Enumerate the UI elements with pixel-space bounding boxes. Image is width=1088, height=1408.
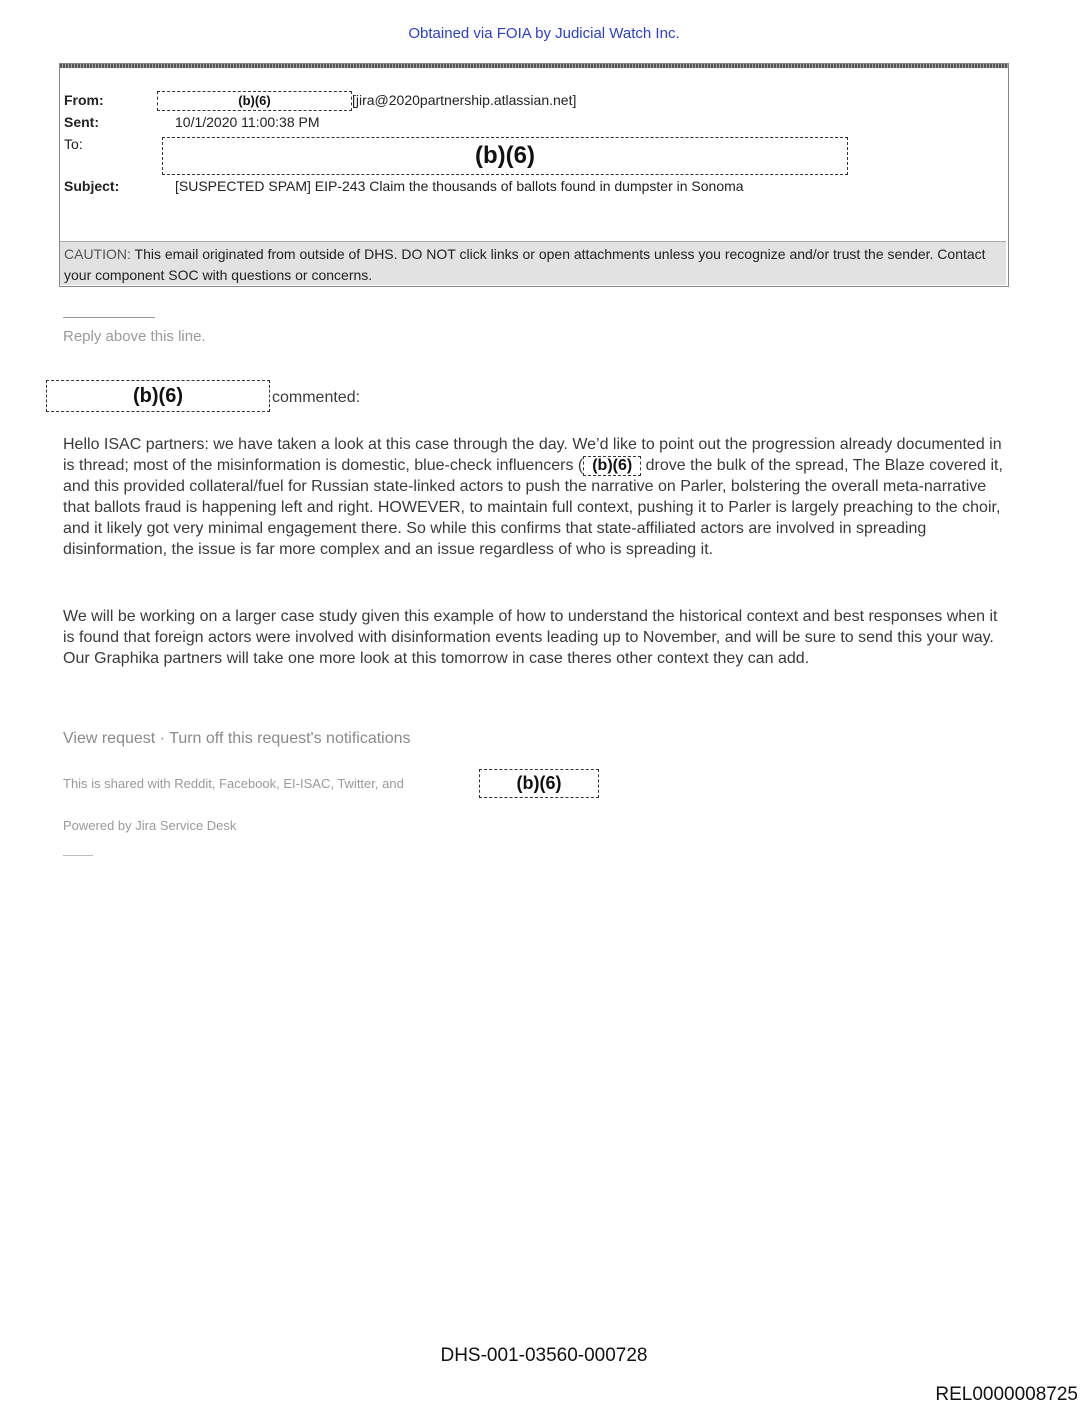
request-links[interactable]: View request · Turn off this request's notifications	[63, 730, 411, 747]
paragraph-2-text: We will be working on a larger case study given this example of how to understand the historical context and best responses when it is found that foreign actors were involved with disinformation events leading up to November, and will be sure to send this your way. Our Graphika partners will take one more look at this tomorrow in case theres other context they can add.	[63, 608, 998, 667]
caution-banner	[60, 241, 1006, 285]
commenter-redaction-box: (b)(6)	[46, 380, 270, 412]
subject-value: [SUSPECTED SPAM] EIP-243 Claim the thousands of ballots found in dumpster in Sonoma	[175, 178, 744, 194]
sent-value: 10/1/2020 11:00:38 PM	[175, 114, 320, 130]
subject-label: Subject:	[64, 178, 120, 194]
comment-paragraph-2	[63, 606, 1013, 669]
from-address: [jira@2020partnership.atlassian.net]	[352, 92, 577, 108]
release-id: REL0000008725	[935, 1384, 1078, 1405]
paragraph-1-part-2: drove the bulk of the spread, The Blaze covered it, and this provided collateral/fuel for Russian state-linked actors to push the narrative on Parler, bolstering the overall meta-narrative that ballots fraud is happening left and right. HOWEVER, to maintain full context, pushing it to Parler is largely preaching to the choir, and it likely got very minimal engagement there. So while this confirms that state-affiliated actors are involved in spreading disinformation, the issue is far more complex and an issue regardless of who is spreading it.	[63, 457, 1003, 558]
reply-separator	[63, 317, 155, 318]
to-redaction-box: (b)(6)	[162, 137, 848, 175]
shared-with-text: This is shared with Reddit, Facebook, EI-ISAC, Twitter, and	[63, 776, 404, 791]
reply-above-line: Reply above this line.	[63, 328, 206, 345]
caution-word: CAUTION:	[64, 246, 131, 262]
from-label: From:	[64, 92, 104, 108]
shared-redaction-box: (b)(6)	[479, 769, 599, 798]
email-header-box	[59, 63, 1009, 287]
footer-rule	[63, 855, 93, 856]
from-redaction-box: (b)(6)	[157, 91, 352, 111]
powered-by-text: Powered by Jira Service Desk	[63, 818, 237, 833]
sent-label: Sent:	[64, 114, 99, 130]
foia-watermark: Obtained via FOIA by Judicial Watch Inc.	[408, 25, 680, 42]
commented-label: commented:	[272, 389, 361, 406]
comment-paragraph-1	[63, 434, 1013, 560]
paragraph-1-part-1: Hello ISAC partners: we have taken a look at this case through the day. We’d like to point out the progression already documented in is thread; most of the misinformation is domestic, blue-check influencers (	[63, 436, 1002, 474]
caution-text: This email originated from outside of DHS. DO NOT click links or open attachments unless you recognize and/or trust the sender. Contact your component SOC with questions or concerns.	[64, 246, 986, 283]
document-id: DHS-001-03560-000728	[440, 1345, 648, 1366]
influencer-redaction-box: (b)(6)	[583, 456, 641, 476]
header-top-rule	[60, 64, 1008, 68]
to-label: To:	[64, 136, 83, 152]
